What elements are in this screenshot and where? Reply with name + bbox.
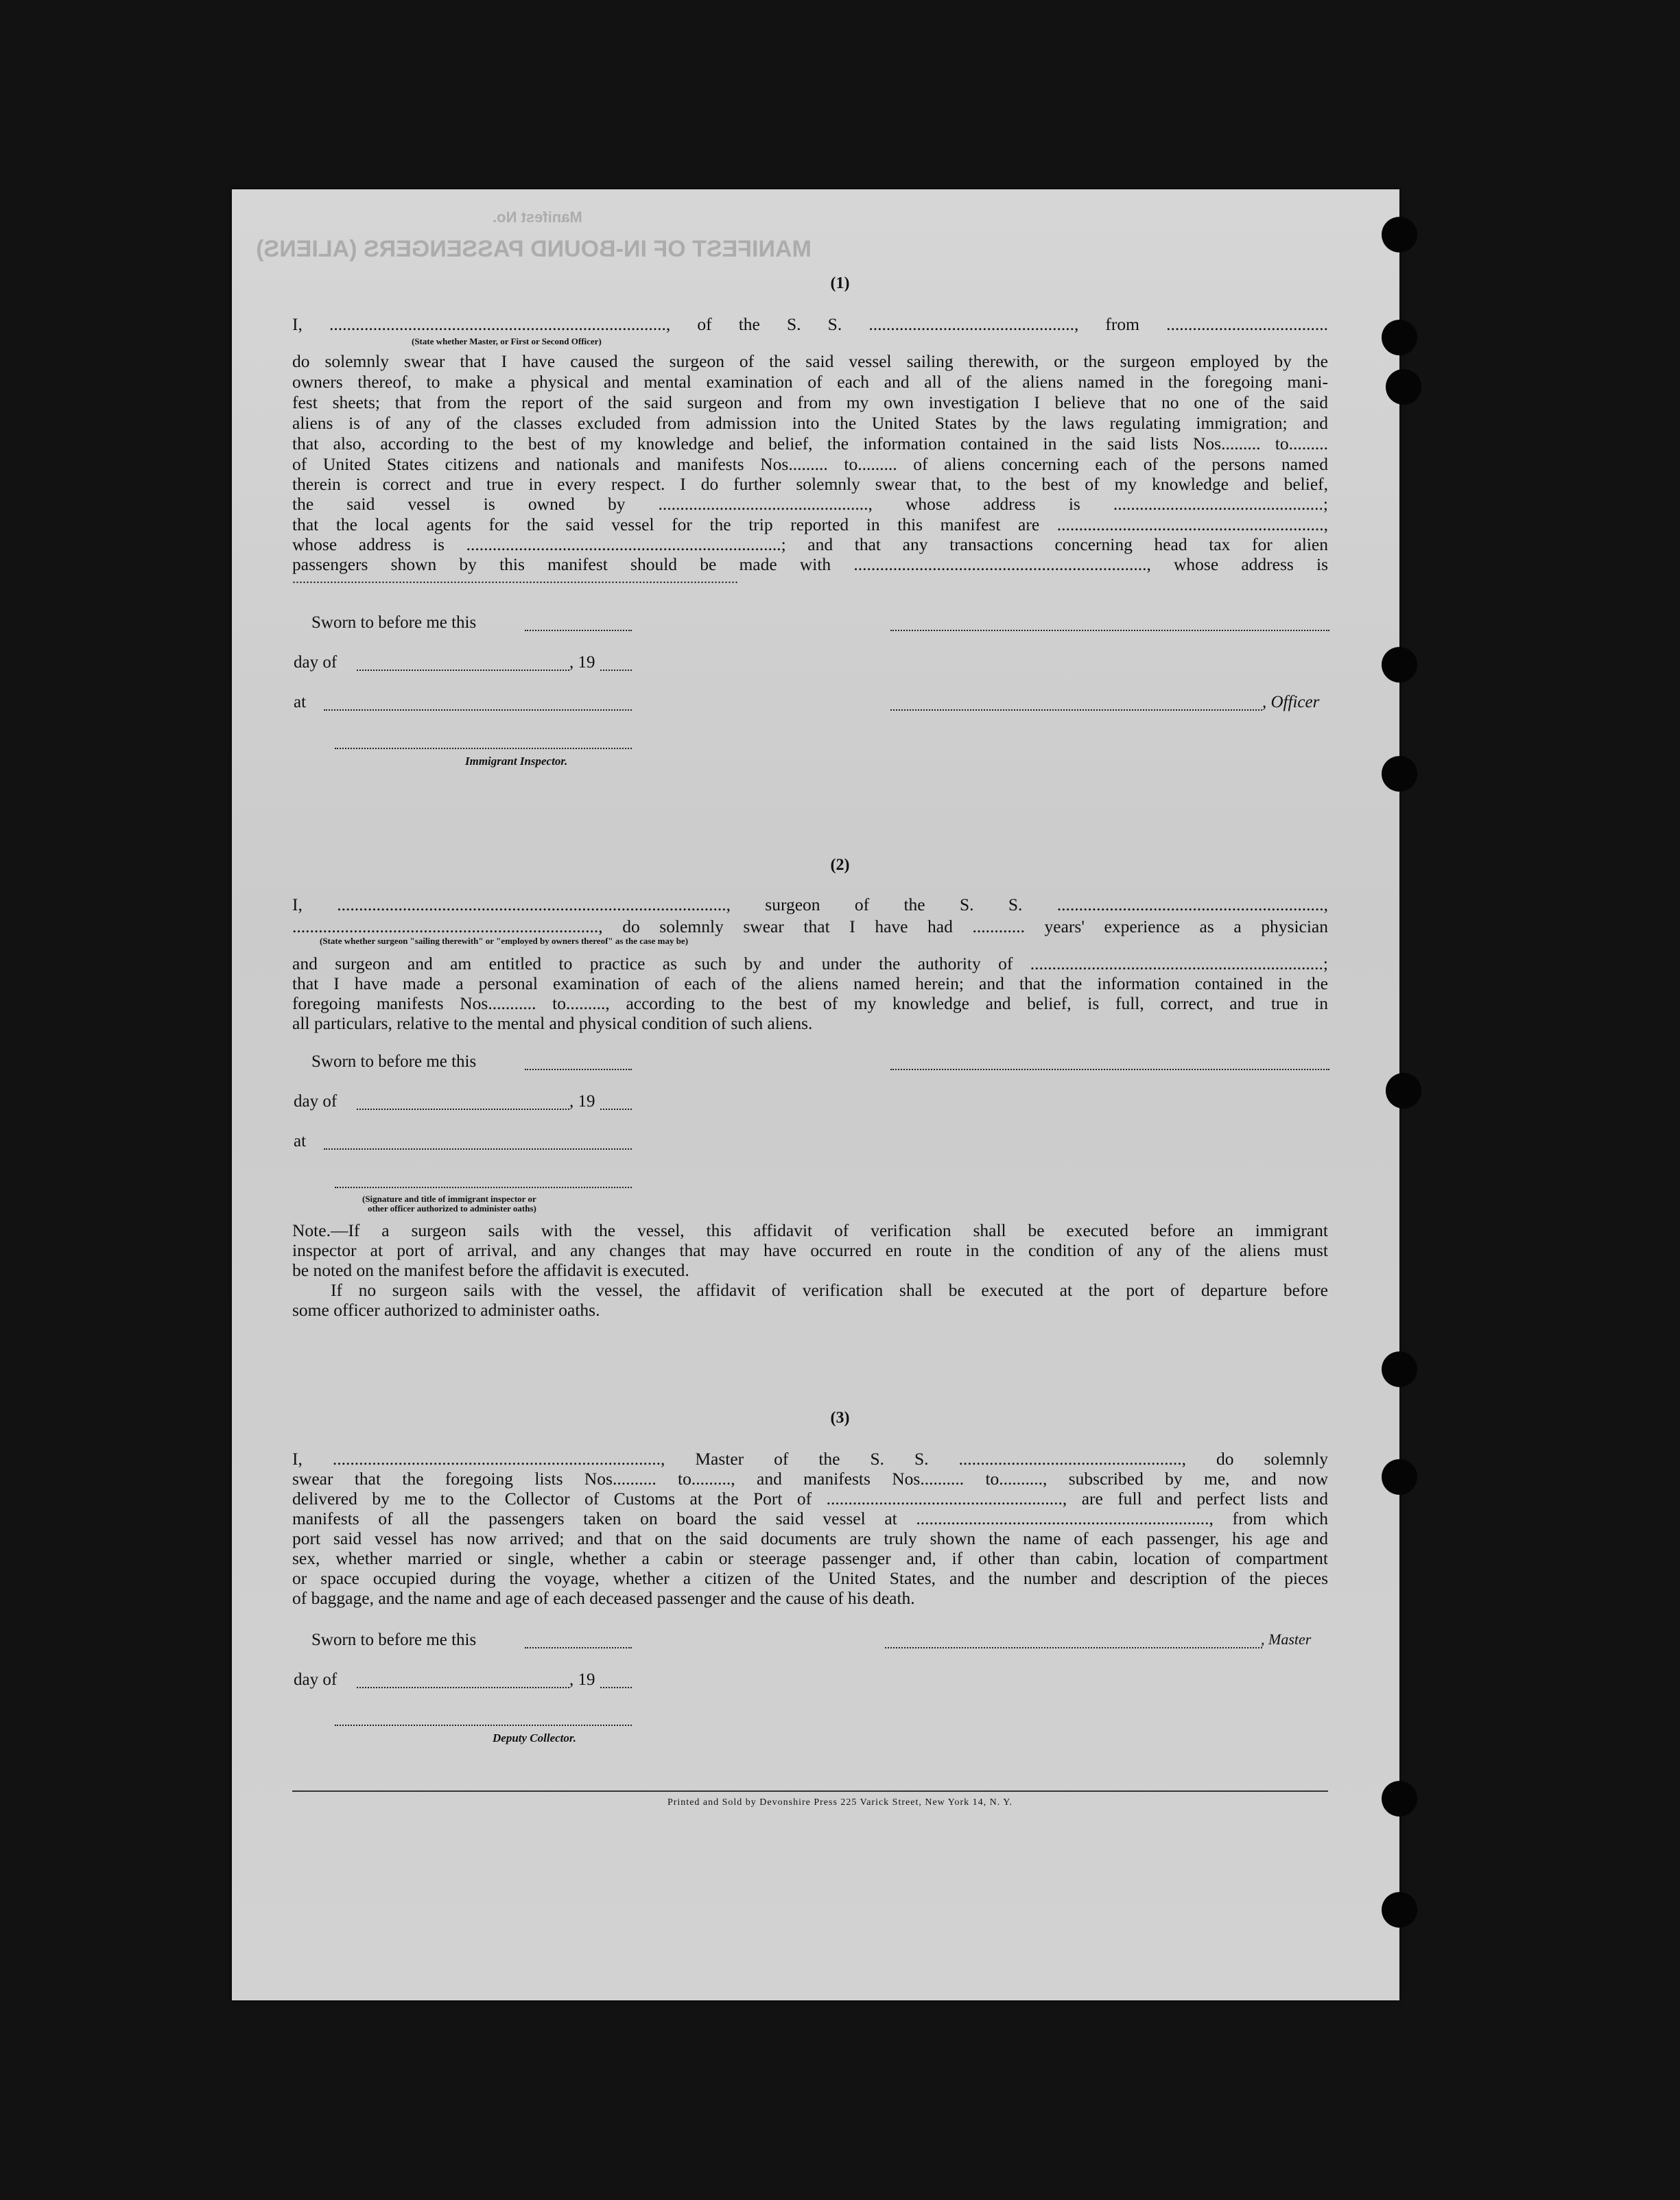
note-line: inspector at port of arrival, and any changes that may have occurred en route in the condition of any of the aliens must xyxy=(292,1240,1328,1260)
note-line-3: be noted on the manifest before the affidavit is executed. xyxy=(292,1260,689,1280)
at-label-1: at xyxy=(294,693,307,711)
state-note: (State whether Master, or First or Second Officer) xyxy=(412,336,602,346)
section-2-last-line: all particulars, relative to the mental and physical condition of such aliens. xyxy=(292,1013,813,1033)
section-2-line: that I have made a personal examination of each of the aliens named herein; and that the information contained in the xyxy=(292,973,1328,993)
section-3-line: or space occupied during the voyage, whether a citizen of the United States, and the number and description of the pieces xyxy=(292,1568,1328,1588)
officer-label: , Officer xyxy=(1262,693,1320,711)
punch-hole xyxy=(1382,320,1417,355)
sworn-label-1: Sworn to before me this xyxy=(311,613,477,632)
section-1-line: do solemnly swear that I have caused the surgeon of the said vessel sailing therewith, or the surgeon employed by the xyxy=(292,351,1328,371)
trailing-dots: .................................................................................................................................. xyxy=(292,571,738,587)
year-blank-2[interactable] xyxy=(600,1109,632,1110)
section-1-heading: (1) xyxy=(830,274,850,292)
sworn-blank-3[interactable] xyxy=(525,1647,632,1648)
day-of-label-3: day of xyxy=(294,1670,338,1689)
section-1-line: whose address is ........................................................................; and that any transactions concerning head tax for alien xyxy=(292,534,1328,554)
ghost-manifest-no: Manifest No. xyxy=(493,209,582,226)
year-blank-1[interactable] xyxy=(600,670,632,671)
year-blank-3[interactable] xyxy=(600,1687,632,1688)
sworn-label-3: Sworn to before me this xyxy=(311,1631,477,1649)
section-1-line: I, ............................................................................., of the S. S. ..............................................., from ..................................... xyxy=(292,314,1328,334)
section-3-last-line: of baggage, and the name and age of each deceased passenger and the cause of his death. xyxy=(292,1588,915,1608)
section-1-line: of United States citizens and nationals and manifests Nos......... to......... of aliens concerning each of the persons named xyxy=(292,454,1328,474)
deputy-collector-caption: Deputy Collector. xyxy=(493,1731,576,1744)
section-1-line: that the local agents for the said vessel for the trip reported in this manifest are ............................................................., xyxy=(292,514,1328,534)
surgeon-note: (State whether surgeon "sailing therewith" or "employed by owners thereof" as the case may be) xyxy=(320,936,689,946)
punch-hole xyxy=(1386,1073,1421,1109)
section-3-heading: (3) xyxy=(830,1409,850,1427)
inspector-signature-blank-2[interactable] xyxy=(335,1187,632,1188)
section-1-line: the said vessel is owned by ................................................, whose address is ................................................; xyxy=(292,494,1328,514)
section-2-line: foregoing manifests Nos........... to........., according to the best of my knowledge and belief, is full, correct, and true in xyxy=(292,993,1328,1013)
signature-caption-line-1: (Signature and title of immigrant inspector or xyxy=(362,1194,536,1204)
at-blank-1[interactable] xyxy=(324,709,632,711)
punch-hole xyxy=(1382,217,1417,252)
nineteen-label-2: , 19 xyxy=(569,1092,595,1111)
ghost-title: MANIFEST OF IN-BOUND PASSENGERS (ALIENS) xyxy=(256,236,812,262)
at-label-2: at xyxy=(294,1132,307,1150)
footer-rule xyxy=(292,1790,1328,1792)
section-2-heading: (2) xyxy=(830,856,850,874)
section-3-line: sex, whether married or single, whether a cabin or steerage passenger and, if other than cabin, location of compartment xyxy=(292,1548,1328,1568)
nineteen-label-3: , 19 xyxy=(569,1670,595,1689)
punch-hole xyxy=(1382,1459,1417,1495)
day-of-blank-2[interactable] xyxy=(357,1109,569,1110)
section-3-line: I, ..........................................................................., Master of the S. S. ..................................................., do solemnly xyxy=(292,1449,1328,1469)
punch-hole xyxy=(1382,1351,1417,1387)
section-3-line: swear that the foregoing lists Nos.......... to........., and manifests Nos.......... to.........., subscribed by me, and now xyxy=(292,1469,1328,1489)
section-2-line: ......................................................................, do solemnly swear that I have had ............ years' experience as a physician xyxy=(292,916,1328,936)
master-signature-blank[interactable] xyxy=(885,1647,1262,1648)
note-line: Note.—If a surgeon sails with the vessel, this affidavit of verification shall be executed before an immigrant xyxy=(292,1220,1328,1240)
punch-hole xyxy=(1382,1892,1417,1928)
section-1-line: therein is correct and true in every respect. I do further solemnly swear that, to the best of my knowledge and belief, xyxy=(292,474,1328,494)
section-1-line: passengers shown by this manifest should be made with ..................................................................., whose address is xyxy=(292,554,1328,574)
day-of-blank-3[interactable] xyxy=(357,1687,569,1688)
punch-hole xyxy=(1386,369,1421,405)
master-label: , Master xyxy=(1261,1631,1312,1648)
day-of-blank-1[interactable] xyxy=(357,670,569,671)
section-1-line: fest sheets; that from the report of the said surgeon and from my own investigation I believe that no one of the said xyxy=(292,392,1328,412)
section-2-line: and surgeon and am entitled to practice as such by and under the authority of ...................................................................; xyxy=(292,954,1328,973)
signature-blank-1[interactable] xyxy=(890,630,1329,631)
section-3-line: delivered by me to the Collector of Customs at the Port of ......................................................, are full and perfect lists and xyxy=(292,1489,1328,1509)
punch-hole xyxy=(1382,756,1417,792)
section-3-line: port said vessel has now arrived; and that on the said documents are truly shown the name of each passenger, his age and xyxy=(292,1528,1328,1548)
deputy-signature-blank[interactable] xyxy=(335,1725,632,1726)
punch-hole xyxy=(1382,647,1417,683)
section-1-line: aliens is of any of the classes excluded from admission into the United States by the laws regulating immigration; and xyxy=(292,413,1328,433)
note-line-4: If no surgeon sails with the vessel, the affidavit of verification shall be executed at the port of departure before xyxy=(331,1280,1328,1300)
note-line-5: some officer authorized to administer oaths. xyxy=(292,1300,600,1320)
sworn-blank-2[interactable] xyxy=(525,1069,632,1070)
section-1-line: that also, according to the best of my knowledge and belief, the information contained in the said lists Nos......... to......... xyxy=(292,434,1328,453)
sworn-blank-1[interactable] xyxy=(525,630,632,631)
section-1-line: owners thereof, to make a physical and mental examination of each and all of the aliens named in the foregoing mani- xyxy=(292,372,1328,392)
inspector-signature-blank-1[interactable] xyxy=(335,748,632,749)
officer-blank[interactable] xyxy=(890,709,1262,711)
immigrant-inspector-caption: Immigrant Inspector. xyxy=(465,755,568,768)
day-of-label-1: day of xyxy=(294,653,338,672)
nineteen-label-1: , 19 xyxy=(569,653,595,672)
at-blank-2[interactable] xyxy=(324,1148,632,1150)
printer-footer: Printed and Sold by Devonshire Press 225 Varick Street, New York 14, N. Y. xyxy=(667,1797,1013,1808)
section-3-line: manifests of all the passengers taken on board the said vessel at ..................................................................., from which xyxy=(292,1509,1328,1528)
section-2-line: I, ........................................................................................., surgeon of the S. S. ............................................................., xyxy=(292,895,1328,914)
signature-blank-2[interactable] xyxy=(890,1069,1329,1070)
day-of-label-2: day of xyxy=(294,1092,338,1111)
sworn-label-2: Sworn to before me this xyxy=(311,1052,477,1071)
signature-caption-line-2: other officer authorized to administer oaths) xyxy=(368,1203,536,1214)
